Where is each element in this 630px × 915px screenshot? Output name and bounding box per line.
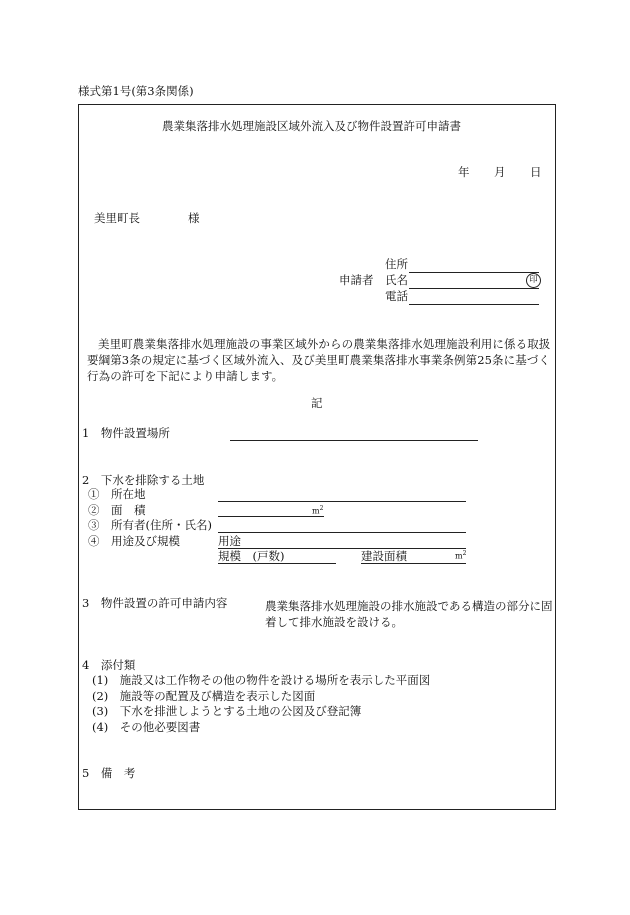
attachment-item: (2) 施設等の配置及び構造を表示した図面	[92, 689, 316, 703]
section3-content: 農業集落排水処理施設の排水施設である構造の部分に固着して排水施設を設ける。	[265, 599, 553, 629]
date-month-label: 月	[494, 165, 506, 179]
area-unit: $m^2$	[312, 505, 324, 516]
area-line	[218, 516, 324, 517]
usage-label: 用途	[218, 534, 241, 548]
applicant-phone-label: 電話	[385, 289, 408, 303]
attachment-item: (4) その他必要図書	[92, 720, 201, 734]
applicant-address-line	[409, 272, 539, 273]
section2-item-location: ① 所在地	[88, 487, 146, 501]
date-year-label: 年	[458, 165, 470, 179]
application-statement: 美里町農業集落排水処理施設の事業区域外からの農業集落排水処理施設利用に係る取扱要綱第3条の規定に基づく区域外流入、及び美里町農業集落排水事業条例第25条に基づく行為の許可を下記により申請します。	[87, 337, 551, 383]
form-number: 様式第1号(第3条関係)	[78, 84, 194, 98]
scale-line	[218, 563, 336, 564]
ki-heading: 記	[311, 396, 323, 410]
location-line	[218, 501, 466, 502]
section5-label: 5 備 考	[82, 766, 136, 780]
form-title: 農業集落排水処理施設区域外流入及び物件設置許可申請書	[162, 119, 461, 133]
applicant-address-label: 住所	[385, 257, 408, 271]
seal-mark-icon: 印	[526, 273, 541, 288]
section4-label: 4 添付類	[82, 658, 136, 672]
building-area-line	[361, 563, 466, 564]
attachment-item: (3) 下水を排泄しようとする土地の公図及び登記簿	[92, 704, 362, 718]
section2-label: 2 下水を排除する土地	[82, 473, 205, 487]
addressee-name: 美里町長	[94, 211, 140, 225]
date-day-label: 日	[530, 165, 542, 179]
applicant-label: 申請者	[339, 273, 374, 287]
attachment-item: (1) 施設又は工作物その他の物件を設ける場所を表示した平面図	[92, 673, 431, 687]
applicant-name-label: 氏名	[385, 273, 408, 287]
section2-item-usage-scale: ④ 用途及び規模	[88, 534, 180, 548]
applicant-phone-line	[409, 304, 539, 305]
owner-line	[218, 532, 466, 533]
section1-location-line	[230, 440, 478, 441]
section2-item-owner: ③ 所有者(住所・氏名)	[88, 518, 212, 532]
applicant-name-line	[409, 288, 539, 289]
scale-label: 規模 (戸数)	[218, 549, 285, 563]
section2-item-area: ② 面 積	[88, 503, 146, 517]
building-area-label: 建設面積	[361, 549, 407, 563]
section1-label: 1 物件設置場所	[82, 426, 170, 440]
section3-label: 3 物件設置の許可申請内容	[82, 596, 228, 610]
building-area-unit: $m^2$	[455, 550, 467, 561]
addressee-honorific: 様	[188, 211, 200, 225]
